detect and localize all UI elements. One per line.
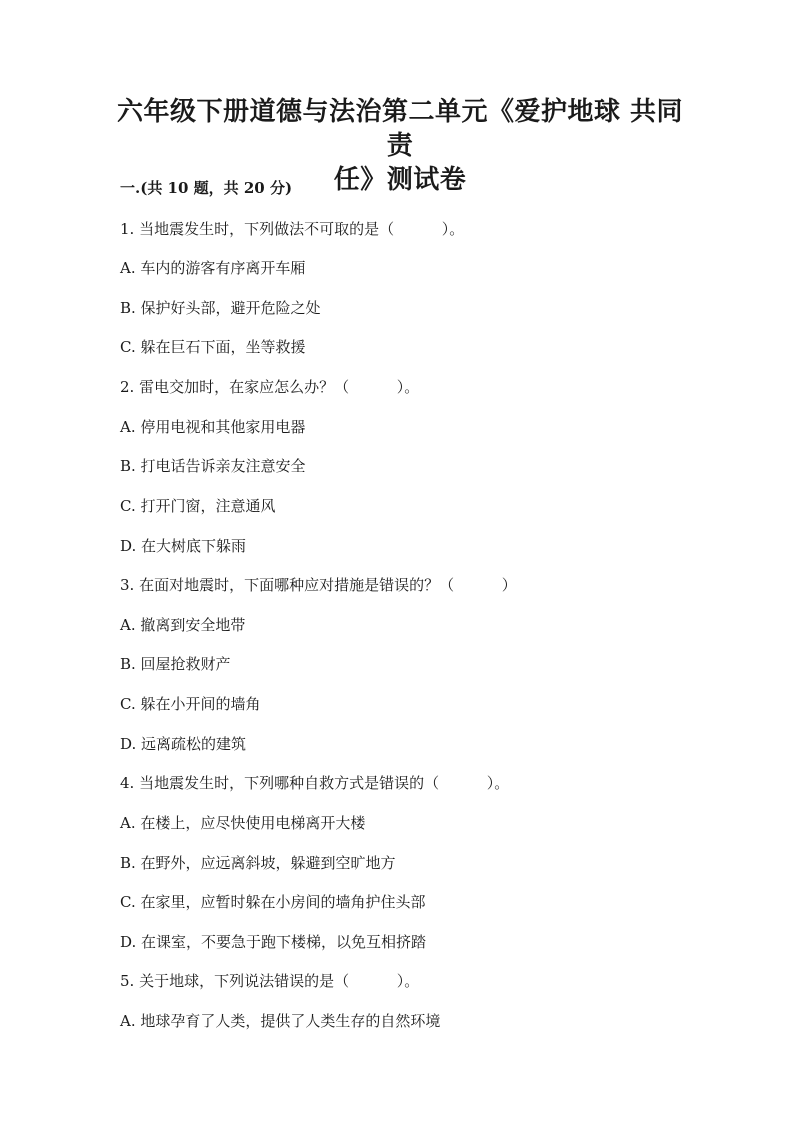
option-4c: C. 在家里，应暂时躲在小房间的墙角护住头部 bbox=[120, 893, 426, 911]
question-4: 4. 当地震发生时，下列哪种自救方式是错误的（ ）。 bbox=[120, 774, 510, 792]
option-3c: C. 躲在小开间的墙角 bbox=[120, 695, 261, 713]
option-2a: A. 停用电视和其他家用电器 bbox=[120, 418, 306, 436]
option-4b: B. 在野外，应远离斜坡，躲避到空旷地方 bbox=[120, 854, 396, 872]
option-2d: D. 在大树底下躲雨 bbox=[120, 537, 247, 555]
question-2: 2. 雷电交加时，在家应怎么办？（ ）。 bbox=[120, 378, 420, 396]
option-2b: B. 打电话告诉亲友注意安全 bbox=[120, 457, 306, 475]
option-4a: A. 在楼上，应尽快使用电梯离开大楼 bbox=[120, 814, 366, 832]
section-heading: 一.(共 10 题，共 20 分) bbox=[120, 179, 293, 197]
option-2c: C. 打开门窗，注意通风 bbox=[120, 497, 276, 515]
option-3a: A. 撤离到安全地带 bbox=[120, 616, 246, 634]
question-3: 3. 在面对地震时，下面哪种应对措施是错误的？（ ） bbox=[120, 576, 517, 594]
option-3b: B. 回屋抢救财产 bbox=[120, 655, 231, 673]
question-1: 1. 当地震发生时，下列做法不可取的是（ ）。 bbox=[120, 220, 465, 238]
option-4d: D. 在课室，不要急于跑下楼梯，以免互相挤踏 bbox=[120, 933, 427, 951]
option-1b: B. 保护好头部，避开危险之处 bbox=[120, 299, 321, 317]
option-1c: C. 躲在巨石下面，坐等救援 bbox=[120, 338, 306, 356]
title-line-1: 六年级下册道德与法治第二单元《爱护地球 共同责 bbox=[116, 97, 684, 161]
option-3d: D. 远离疏松的建筑 bbox=[120, 735, 247, 753]
option-5a: A. 地球孕育了人类，提供了人类生存的自然环境 bbox=[120, 1012, 441, 1030]
option-1a: A. 车内的游客有序离开车厢 bbox=[120, 259, 306, 277]
title-line-2: 任》测试卷 bbox=[333, 165, 467, 195]
question-5: 5. 关于地球，下列说法错误的是（ ）。 bbox=[120, 972, 420, 990]
